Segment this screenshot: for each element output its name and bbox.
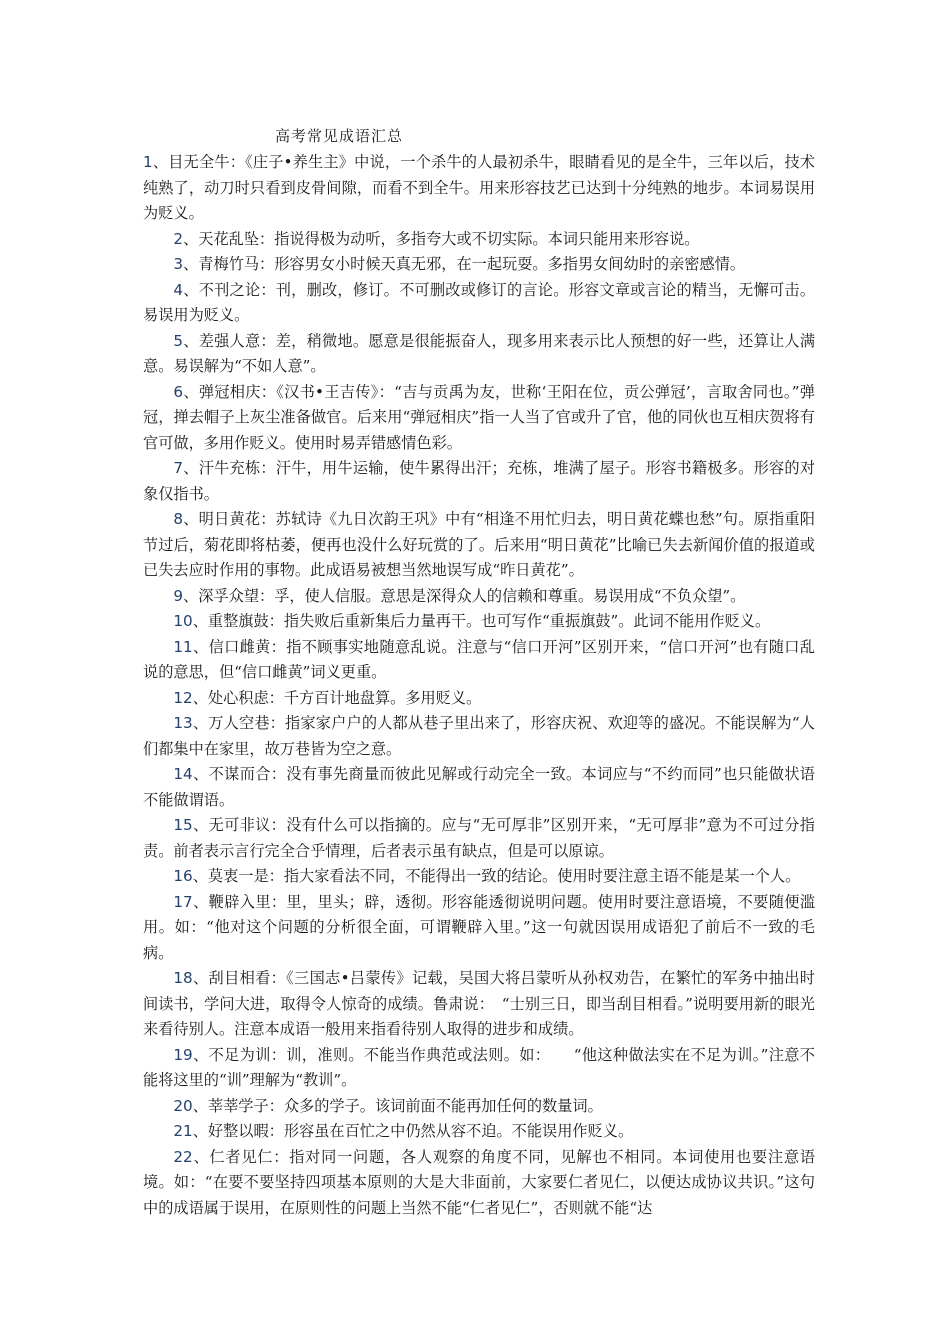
entry-text: 、不刊之论：刊，删改，修订。不可删改或修订的言论。形容文章或言论的精当，无懈可击。易误用为贬义。	[143, 280, 815, 324]
entry-number: 11	[173, 637, 193, 656]
idiom-entry	[143, 227, 815, 253]
idiom-entry	[143, 762, 815, 813]
entry-number: 21	[173, 1122, 193, 1140]
entry-number: 4	[173, 280, 184, 299]
entry-text: 、好整以暇：形容虽在百忙之中仍然从容不迫。不能误用作贬义。	[192, 1122, 634, 1140]
entry-number: 7	[173, 459, 184, 477]
idiom-entry	[143, 329, 815, 380]
entry-number: 15	[173, 816, 193, 834]
idiom-entry	[143, 1119, 815, 1145]
entry-number: 9	[173, 586, 184, 605]
idiom-entry	[143, 1145, 815, 1222]
idiom-entry	[143, 813, 815, 864]
idiom-entry	[143, 150, 815, 227]
entry-number: 10	[173, 612, 193, 630]
entry-text: 、刮目相看：《三国志•吕蒙传》记载，吴国大将吕蒙听从孙权劝告，在繁忙的军务中抽出时间读书，学问大进，取得令人惊奇的成绩。鲁肃说： “士别三日，即当刮目相看。”说明要用新的眼光来看待别人。注意本成语一般用来指看待别人取得的进步和成绩。	[143, 969, 815, 1038]
entry-text: 、万人空巷：指家家户户的人都从巷子里出来了，形容庆祝、欢迎等的盛况。不能误解为“人们都集中在家里，故万巷皆为空之意。	[143, 714, 815, 758]
idiom-entry	[143, 507, 815, 584]
idiom-entry	[143, 456, 815, 507]
entry-number: 18	[173, 969, 193, 987]
entry-number: 2	[173, 229, 184, 248]
entry-number: 5	[173, 331, 184, 350]
entry-text: 、仁者见仁：指对同一问题，各人观察的角度不同，见解也不相同。本词使用也要注意语境。如：“在要不要坚持四项基本原则的大是大非面前，大家要仁者见仁，以便达成协议共识。”这句中的成语属于误用，在原则性的问题上当然不能“仁者见仁”，否则就不能“达	[143, 1147, 815, 1217]
entry-text: 、莫衷一是：指大家看法不同，不能得出一致的结论。使用时要注意主语不能是某一个人。	[192, 867, 801, 885]
idiom-entry	[143, 1043, 815, 1094]
idiom-entry	[143, 609, 815, 635]
entry-number: 3	[173, 255, 184, 273]
entry-text: 、信口雌黄：指不顾事实地随意乱说。注意与“信口开河”区别开来，“信口开河”也有随口乱说的意思，但“信口雌黄”词义更重。	[143, 637, 815, 681]
document-title: 高考常见成语汇总	[275, 127, 404, 145]
entry-text: 、不足为训：训，准则。不能当作典范或法则。如： “他这种做法实在不足为训。”注意不能将这里的“训”理解为“教训”。	[143, 1045, 815, 1089]
idiom-entry	[143, 584, 815, 610]
entry-text: 、弹冠相庆：《汉书•王吉传》：“吉与贡禹为友，世称‘王阳在位，贡公弹冠’，言取舍同也。”弹冠，掸去帽子上灰尘准备做官。后来用“弹冠相庆”指一人当了官或升了官，他的同伙也互相庆贺将有官可做，多用作贬义。使用时易弄错感情色彩。	[143, 382, 815, 452]
idiom-entry	[143, 278, 815, 329]
idiom-entry	[143, 686, 815, 712]
entry-text: 、明日黄花：苏轼诗《九日次韵王巩》中有“相逢不用忙归去，明日黄花蝶也愁”句。原指重阳节过后，菊花即将枯萎，便再也没什么好玩赏的了。后来用“明日黄花”比喻已失去新闻价值的报道或已失去应时作用的事物。此成语易被想当然地误写成“昨日黄花”。	[143, 510, 815, 579]
idiom-entry	[143, 864, 815, 890]
entry-number: 17	[173, 892, 193, 911]
idiom-entry	[143, 966, 815, 1043]
entry-text: 、汗牛充栋：汗牛，用牛运输，使牛累得出汗；充栋，堆满了屋子。形容书籍极多。形容的对象仅指书。	[143, 459, 815, 503]
entry-text: 、莘莘学子：众多的学子。该词前面不能再加任何的数量词。	[192, 1096, 603, 1115]
entry-text: 、深孚众望：孚，使人信服。意思是深得众人的信赖和尊重。易误用成“不负众望”。	[183, 586, 746, 605]
idiom-entry	[143, 380, 815, 457]
entry-number: 22	[173, 1147, 193, 1166]
idiom-entry	[143, 711, 815, 762]
entry-number: 19	[173, 1045, 193, 1064]
entry-text: 、青梅竹马：形容男女小时候天真无邪，在一起玩耍。多指男女间幼时的亲密感情。	[183, 255, 745, 273]
idiom-entry	[143, 890, 815, 967]
entry-text: 、鞭辟入里：里，里头；辟，透彻。形容能透彻说明问题。使用时要注意语境，不要随便滥用。如：“他对这个问题的分析很全面，可谓鞭辟入里。”这一句就因误用成语犯了前后不一致的毛病。	[143, 892, 815, 962]
idiom-entry	[143, 252, 815, 278]
entry-number: 1	[143, 153, 153, 171]
entry-number: 13	[173, 714, 193, 732]
entry-text: 、差强人意：差，稍微地。愿意是很能振奋人，现多用来表示比人预想的好一些，还算让人满意。易误解为“不如人意”。	[143, 331, 815, 375]
entry-text: 、不谋而合：没有事先商量而彼此见解或行动完全一致。本词应与“不约而同”也只能做状语不能做谓语。	[143, 765, 815, 809]
entry-number: 14	[173, 765, 193, 783]
entry-number: 8	[173, 510, 184, 528]
entry-text: 、天花乱坠：指说得极为动听，多指夸大或不切实际。本词只能用来形容说。	[183, 229, 700, 248]
entry-text: 、重整旗鼓：指失败后重新集后力量再干。也可写作“重振旗鼓”。此词不能用作贬义。	[192, 612, 771, 630]
idiom-entry	[143, 635, 815, 686]
entry-text: 、处心积虑：千方百计地盘算。多用贬义。	[192, 688, 482, 707]
entry-number: 16	[173, 867, 193, 885]
idiom-entry	[143, 1094, 815, 1120]
entry-number: 20	[173, 1096, 193, 1115]
document-body	[143, 150, 815, 1221]
entry-number: 12	[173, 688, 193, 707]
entry-number: 6	[173, 382, 184, 401]
entry-text: 、目无全牛：《庄子•养生主》中说，一个杀牛的人最初杀牛，眼睛看见的是全牛，三年以后，技术纯熟了，动刀时只看到皮骨间隙，而看不到全牛。用来形容技艺已达到十分纯熟的地步。本词易误用为贬义。	[143, 153, 815, 222]
entry-text: 、无可非议：没有什么可以指摘的。应与“无可厚非”区别开来，“无可厚非”意为不可过分指责。前者表示言行完全合乎情理，后者表示虽有缺点，但是可以原谅。	[143, 816, 815, 860]
